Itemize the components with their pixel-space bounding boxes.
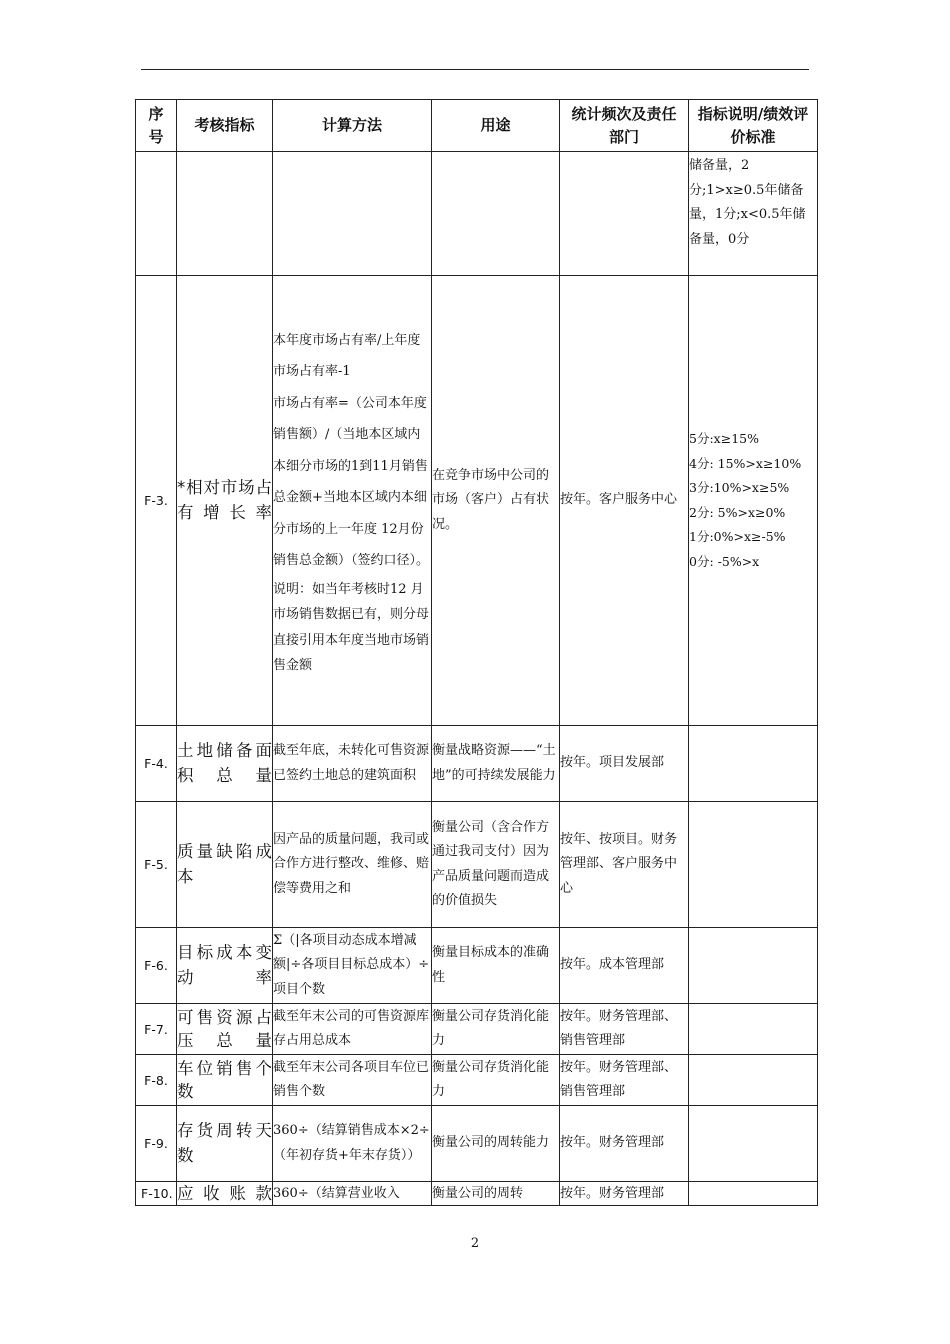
standard-line: 0分: -5%>x [689,553,760,569]
row-method [273,802,432,928]
header-rule [141,69,809,70]
row-index: F-7. [136,1004,177,1055]
method-line: 因产品的质量问题，我司或合作方进行整改、维修、赔偿等费用之和 [273,831,430,896]
standard-line: 4分: 15%>x≥10% [689,455,802,471]
row-kpi-name: *相对市场占有增长率 [177,276,273,726]
method-line: 360÷（结算销售成本×2÷（年初存货+年末存货）） [273,1123,430,1163]
row-method [273,1004,432,1055]
row-method [273,928,432,1004]
header-index: 序号 [136,100,177,152]
table-row [136,276,818,726]
row-index: F-6. [136,928,177,1004]
row-kpi-name: 车位销售个数 [177,1055,273,1106]
row-method [273,1182,432,1206]
row-method [273,1106,432,1182]
row-kpi-name: 存货周转天数 [177,1106,273,1182]
row-method [273,1055,432,1106]
row-index: F-10. [136,1182,177,1206]
header-purpose: 用途 [432,100,560,152]
table-row [136,1004,818,1055]
row-frequency: 按年。财务管理部 [560,1182,689,1206]
table-row [136,928,818,1004]
method-line: 截至年底，未转化可售资源已签约土地总的建筑面积 [273,743,430,783]
row-frequency: 按年。成本管理部 [560,928,689,1004]
row-frequency: 按年。财务管理部 [560,1106,689,1182]
header-kpi: 考核指标 [177,100,273,152]
row-standard [689,1055,818,1106]
row-standard [689,928,818,1004]
row-index: F-8. [136,1055,177,1106]
row-method [273,726,432,802]
standard-line: 储备量，2分;1>x≥0.5年储备量，1分;x<0.5年储备量，0分 [689,158,806,247]
row-method [273,152,432,276]
row-purpose: 衡量公司存货消化能力 [432,1055,560,1106]
row-kpi-name: 土地储备面积总量 [177,726,273,802]
row-standard [689,1182,818,1206]
row-purpose [432,152,560,276]
row-kpi-name: 应收账款 [177,1182,273,1206]
standard-line: 3分:10%>x≥5% [689,480,790,495]
row-standard [689,1004,818,1055]
method-line: 市场占有率=（公司本年度销售额）/（当地本区域内本细分市场的1到11月销售总金额+当地本区域内本细分市场的上一年度 12月份销售总金额）（签约口径）。 [273,395,430,568]
table-row [136,802,818,928]
row-purpose: 衡量公司的周转能力 [432,1106,560,1182]
row-purpose: 在竞争市场中公司的市场（客户）占有状况。 [432,276,560,726]
page-number: 2 [470,1236,480,1251]
row-index: F-9. [136,1106,177,1182]
row-standard [689,1106,818,1182]
method-line: 说明：如当年考核时12 月市场销售数据已有，则分母直接引用本年度当地市场销售金额 [273,581,430,673]
row-kpi-name [177,152,273,276]
method-line: 360÷（结算营业收入 [273,1185,400,1201]
standard-line: 2分: 5%>x≥0% [689,504,786,520]
row-standard [689,276,818,726]
row-standard [689,726,818,802]
row-index: F-5. [136,802,177,928]
row-frequency: 按年。客户服务中心 [560,276,689,726]
row-kpi-name: 可售资源占压总量 [177,1004,273,1055]
row-purpose: 衡量公司的周转 [432,1182,560,1206]
method-line: 截至年末公司的可售资源库存占用总成本 [273,1009,430,1048]
row-index: F-3. [136,276,177,726]
row-frequency: 按年。财务管理部、销售管理部 [560,1004,689,1055]
row-index: F-4. [136,726,177,802]
row-index [136,152,177,276]
table-row [136,152,818,276]
row-standard [689,152,818,276]
header-method: 计算方法 [273,100,432,152]
row-purpose: 衡量目标成本的准确性 [432,928,560,1004]
table-row [136,1182,818,1206]
row-method [273,276,432,726]
row-frequency: 按年、按项目。财务管理部、客户服务中心 [560,802,689,928]
table-row [136,726,818,802]
kpi-table [135,99,818,1206]
row-standard [689,802,818,928]
row-frequency: 按年。财务管理部、销售管理部 [560,1055,689,1106]
table-header-row [136,100,818,152]
table-row [136,1106,818,1182]
method-line: 本年度市场占有率/上年度市场占有率-1 [273,332,421,379]
header-frequency: 统计频次及责任部门 [560,100,689,152]
row-frequency [560,152,689,276]
standard-line: 5分:x≥15% [689,431,759,446]
row-purpose: 衡量战略资源——“土地”的可持续发展能力 [432,726,560,802]
header-standard: 指标说明/绩效评价标准 [689,100,818,152]
standard-line: 1分:0%>x≥-5% [689,529,786,544]
method-line: Σ（|各项目动态成本增减额|÷各项目目标总成本）÷项目个数 [273,932,430,997]
row-purpose: 衡量公司存货消化能力 [432,1004,560,1055]
row-kpi-name: 质量缺陷成本 [177,802,273,928]
row-kpi-name: 目标成本变动率 [177,928,273,1004]
row-frequency: 按年。项目发展部 [560,726,689,802]
method-line: 截至年末公司各项目车位已销售个数 [273,1060,430,1099]
row-purpose: 衡量公司（含合作方通过我司支付）因为产品质量问题而造成的价值损失 [432,802,560,928]
table-row [136,1055,818,1106]
